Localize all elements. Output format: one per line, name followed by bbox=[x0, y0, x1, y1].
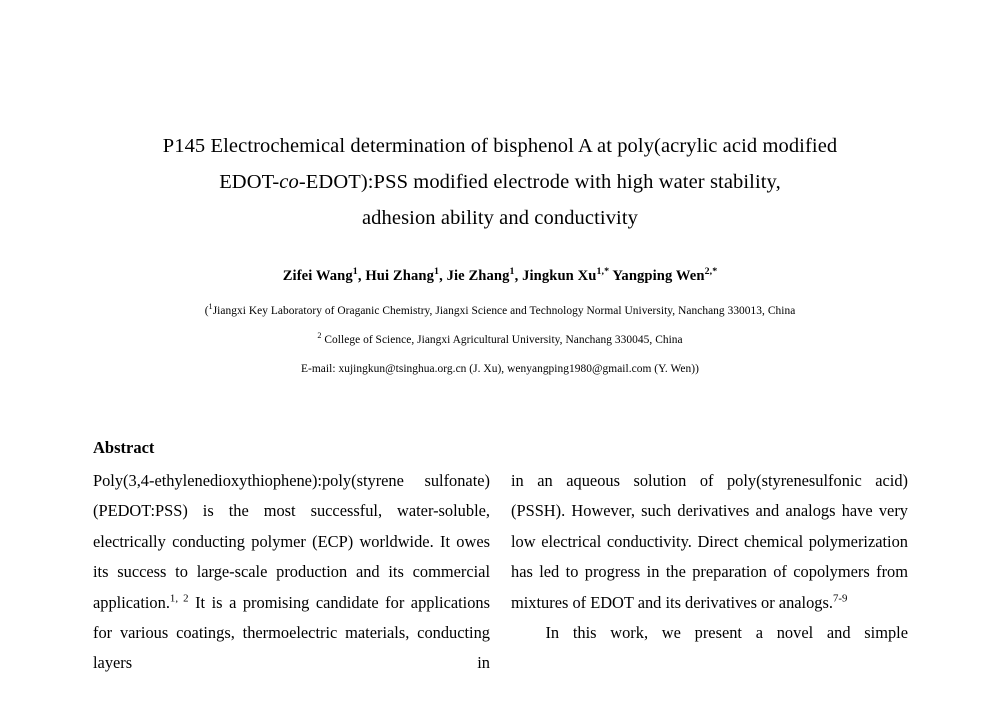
citation-ref-7-9: 7-9 bbox=[832, 592, 848, 605]
title-line-1-text: P145 Electrochemical determination of bisphenol A at poly(acrylic acid modified bbox=[162, 135, 838, 157]
author-3-name: Jie Zhang bbox=[446, 268, 510, 284]
title-line-2 bbox=[100, 164, 900, 200]
affiliation-2-text: College of Science, Jiangxi Agricultural University, Nanchang 330045, China bbox=[321, 334, 683, 346]
abstract-column-left bbox=[93, 466, 490, 679]
author-4-name: Jingkun Xu bbox=[522, 268, 597, 284]
author-5-affil-marker: 2,* bbox=[704, 266, 718, 278]
title-line-3: adhesion ability and conductivity bbox=[361, 207, 638, 229]
abstract-left-text-after-citation: It is a promising candidate for applications for various coatings, thermoelectric materials, conducting layers in bbox=[93, 592, 490, 673]
abstract-left-text-before-citation: Poly(3,4-ethylenedioxythiophene):poly(styrene sulfonate) (PEDOT:PSS) is the most successful, water-soluble, electrically conducting polymer (ECP) worldwide. It owes its success to large-scale production and its commercial application. bbox=[93, 471, 490, 612]
author-4 bbox=[522, 268, 612, 284]
affiliation-2 bbox=[60, 332, 940, 348]
abstract-right-paragraph-1 bbox=[511, 466, 908, 618]
author-2-sep: , bbox=[439, 268, 447, 284]
author-4-affil-marker: 1,* bbox=[596, 266, 610, 278]
author-1-name: Zifei Wang bbox=[282, 268, 353, 284]
author-list bbox=[100, 266, 900, 286]
affiliation-1 bbox=[60, 303, 940, 319]
author-1 bbox=[283, 268, 366, 284]
author-5 bbox=[612, 268, 717, 284]
title-line-1 bbox=[100, 128, 900, 164]
author-3 bbox=[447, 268, 523, 284]
contact-email-line: E-mail: xujingkun@tsinghua.org.cn (J. Xu), wenyangping1980@gmail.com (Y. Wen)) bbox=[301, 363, 699, 375]
abstract-right-text-before-citation: in an aqueous solution of poly(styrenesulfonic acid) (PSSH). However, such derivatives and analogs have very low electrical conductivity. Direct chemical polymerization has led to progress in the preparation of copolymers from mixtures of EDOT and its derivatives or analogs. bbox=[511, 471, 908, 612]
author-1-sep: , bbox=[357, 268, 366, 284]
author-2-affil-marker: 1 bbox=[434, 266, 440, 278]
author-2 bbox=[365, 268, 446, 284]
author-3-affil-marker: 1 bbox=[509, 266, 515, 278]
citation-ref-1-2: 1, 2 bbox=[169, 592, 189, 605]
affiliation-1-marker: 1 bbox=[208, 302, 213, 312]
affiliation-1-text: Jiangxi Key Laboratory of Oraganic Chemistry, Jiangxi Science and Technology Normal University, Nanchang 330013, China bbox=[212, 305, 796, 317]
paper-title bbox=[100, 128, 900, 236]
affiliation-2-marker: 2 bbox=[317, 331, 322, 341]
abstract-column-right bbox=[511, 466, 908, 648]
affiliation-1-prefix: ( bbox=[204, 305, 209, 317]
author-3-sep: , bbox=[514, 268, 523, 284]
author-1-affil-marker: 1 bbox=[352, 266, 358, 278]
title-italic-co: co bbox=[279, 171, 299, 193]
title-line-2-before-italic: EDOT- bbox=[219, 171, 280, 193]
abstract-left-paragraph bbox=[93, 466, 490, 679]
title-line-2-after-italic: -EDOT):PSS modified electrode with high water stability, bbox=[298, 171, 781, 193]
abstract-heading: Abstract bbox=[93, 438, 155, 457]
author-5-name: Yangping Wen bbox=[612, 268, 705, 284]
abstract-right-paragraph-2: In this work, we present a novel and simple bbox=[545, 623, 908, 643]
author-2-name: Hui Zhang bbox=[365, 268, 434, 284]
